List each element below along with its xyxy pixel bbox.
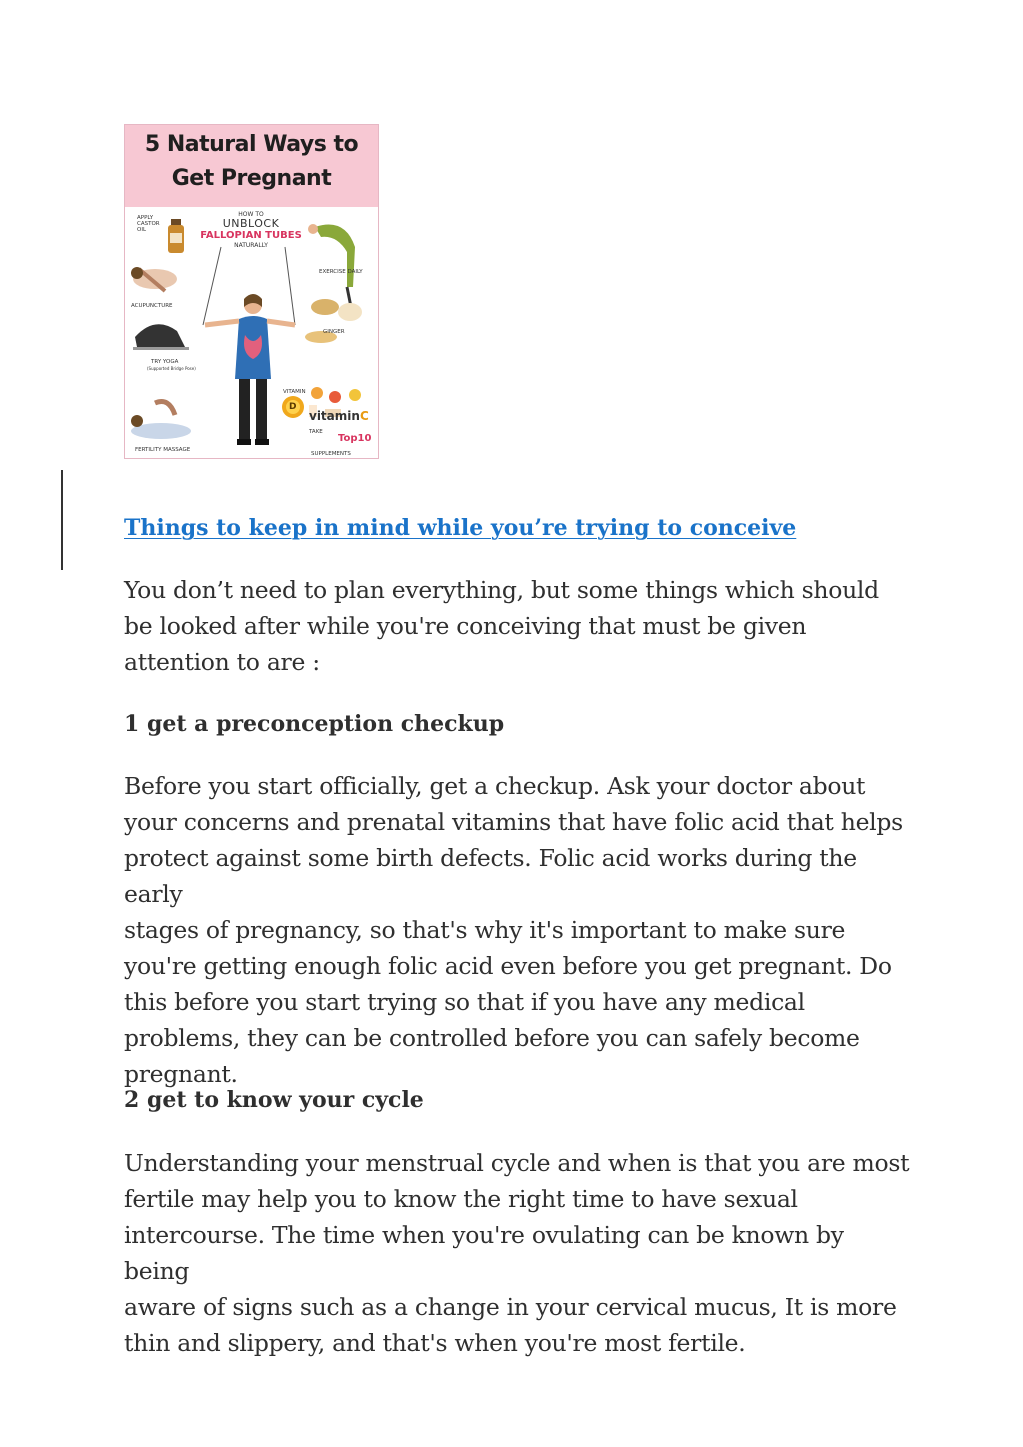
section1-line: problems, they can be controlled before you can safely become	[124, 1024, 860, 1052]
unblock-label: UNBLOCK	[222, 217, 280, 230]
section1-line: you're getting enough folic acid even before you get pregnant. Do	[124, 952, 892, 980]
vitamin-c-letter: C	[359, 409, 369, 423]
yoga-sub-label: (Supported Bridge Pose)	[147, 366, 196, 371]
unblock-caption	[191, 211, 311, 249]
vitamin-c-word: vitamin	[309, 409, 360, 423]
how-to-label: HOW TO	[238, 211, 264, 218]
section1-paragraph	[124, 768, 914, 1092]
text-cursor-bar	[61, 470, 63, 570]
ginger-icon	[305, 299, 362, 343]
intro-line: You don’t need to plan everything, but some things which should	[124, 576, 879, 604]
infographic-title-line1: 5 Natural Ways to	[144, 132, 359, 157]
castor-oil-bottle-icon	[168, 219, 184, 253]
vitamin-c-wordmark	[309, 409, 369, 423]
section2-line: thin and slippery, and that's when you're most fertile.	[124, 1329, 746, 1357]
section1-line: Before you start officially, get a checkup. Ask your doctor about	[124, 772, 866, 800]
take-label: TAKE	[309, 429, 323, 435]
brand-logo: Top10	[338, 433, 372, 444]
castor-oil-label: APPLY CASTOR OIL	[137, 215, 160, 233]
section1-line: pregnant.	[124, 1060, 238, 1088]
section2-paragraph	[124, 1145, 914, 1361]
section1-line: this before you start trying so that if you have any medical	[124, 988, 805, 1016]
section-heading-link[interactable]: Things to keep in mind while you’re trying to conceive	[124, 515, 797, 541]
section2-line: fertile may help you to know the right time to have sexual	[124, 1185, 798, 1213]
section1-line: protect against some birth defects. Folic acid works during the early	[124, 844, 857, 908]
vitamin-d-letter: D	[289, 402, 297, 412]
section1-line: stages of pregnancy, so that's why it's important to make sure	[124, 916, 846, 944]
exercise-figure-icon	[308, 224, 355, 307]
section2-line: intercourse. The time when you're ovulating can be known by being	[124, 1221, 844, 1285]
section2-line: Understanding your menstrual cycle and when is that you are most	[124, 1149, 910, 1177]
woman-figure-icon	[205, 294, 295, 445]
naturally-label: NATURALLY	[234, 242, 268, 249]
section2-title: 2 get to know your cycle	[124, 1087, 424, 1113]
infographic-image	[124, 124, 379, 459]
fallopian-tubes-label: FALLOPIAN TUBES	[200, 230, 302, 241]
intro-paragraph	[124, 572, 914, 680]
section1-line: your concerns and prenatal vitamins that have folic acid that helps	[124, 808, 903, 836]
section1-title: 1 get a preconception checkup	[124, 711, 505, 737]
acupuncture-label: ACUPUNCTURE	[131, 303, 173, 309]
yoga-label: TRY YOGA	[151, 359, 179, 365]
supplements-label: SUPPLEMENTS	[311, 451, 351, 457]
intro-line: be looked after while you're conceiving that must be given	[124, 612, 807, 640]
massage-figure-icon	[131, 402, 191, 440]
infographic-title-line2: Get Pregnant	[171, 166, 332, 191]
massage-label: FERTILITY MASSAGE	[135, 447, 191, 453]
exercise-label: EXERCISE DAILY	[319, 269, 363, 275]
acupuncture-figure-icon	[131, 267, 177, 291]
infographic-header	[125, 125, 378, 207]
ginger-label: GINGER	[323, 329, 345, 335]
string-right	[285, 247, 295, 325]
intro-line: attention to are :	[124, 648, 320, 676]
string-left	[203, 247, 221, 325]
section2-line: aware of signs such as a change in your cervical mucus, It is more	[124, 1293, 897, 1321]
vitamin-label: VITAMIN	[283, 389, 306, 395]
yoga-figure-icon	[133, 324, 189, 350]
